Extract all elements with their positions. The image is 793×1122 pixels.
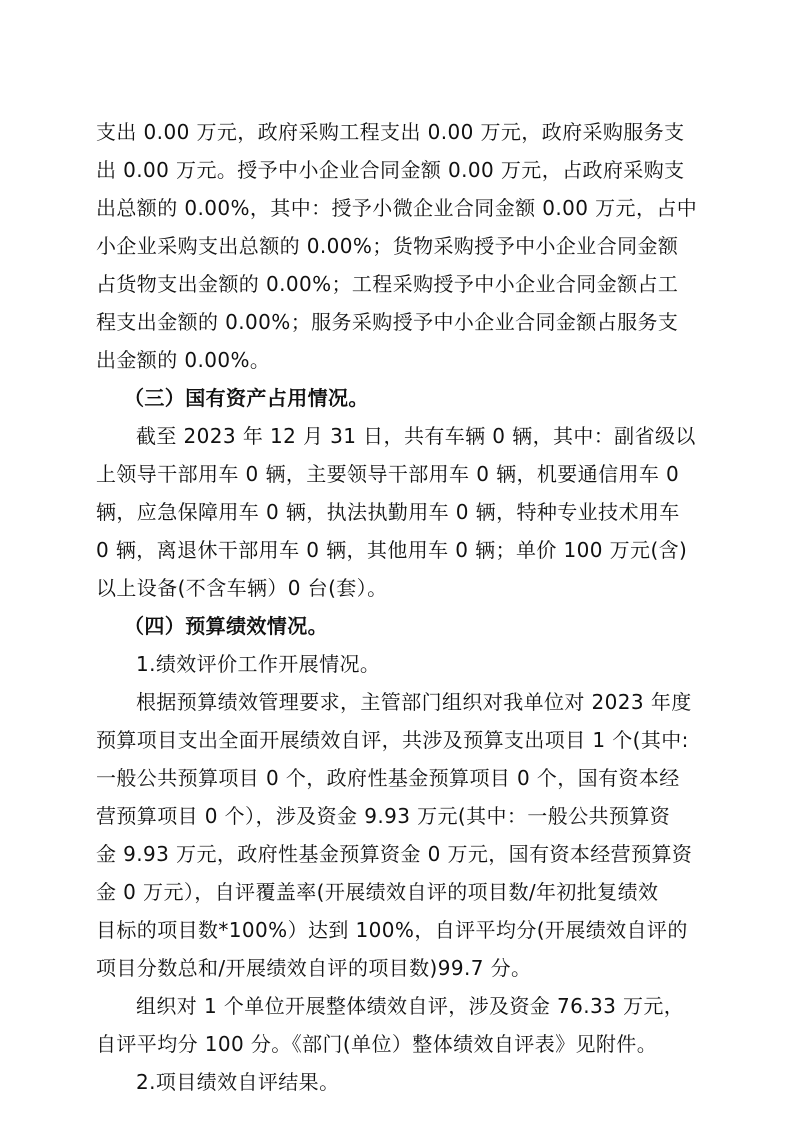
text-line: 预算项目支出全面开展绩效自评，共涉及预算支出项目 1 个(其中:: [96, 728, 689, 752]
text-line: 金 9.93 万元，政府性基金预算资金 0 万元，国有资本经营预算资: [96, 842, 693, 866]
text-line: 以上设备(不含车辆）0 台(套）。: [96, 576, 388, 600]
text-line: 占货物支出金额的 0.00%；工程采购授予中小企业合同金额占工: [96, 272, 679, 296]
text-line: 目标的项目数*100%）达到 100%，自评平均分(开展绩效自评的: [96, 918, 688, 942]
section-heading: （三）国有资产占用情况。: [124, 386, 369, 410]
section-heading: （四）预算绩效情况。: [124, 614, 328, 638]
subheading: 1.绩效评价工作开展情况。: [136, 652, 381, 676]
text-line: 出 0.00 万元。授予中小企业合同金额 0.00 万元，占政府采购支: [96, 158, 685, 182]
text-line: 截至 2023 年 12 月 31 日，共有车辆 0 辆，其中：副省级以: [136, 424, 696, 448]
text-line: 根据预算绩效管理要求，主管部门组织对我单位对 2023 年度: [136, 690, 692, 714]
text-line: 金 0 万元），自评覆盖率(开展绩效自评的项目数/年初批复绩效: [96, 880, 659, 904]
text-line: 一般公共预算项目 0 个，政府性基金预算项目 0 个，国有资本经: [96, 766, 680, 790]
text-line: 出金额的 0.00%。: [96, 348, 271, 372]
text-line: 项目分数总和/开展绩效自评的项目数)99.7 分。: [96, 956, 532, 980]
text-line: 程支出金额的 0.00%；服务采购授予中小企业合同金额占服务支: [96, 310, 679, 334]
text-line: 小企业采购支出总额的 0.00%；货物采购授予中小企业合同金额: [96, 234, 679, 258]
text-line: 支出 0.00 万元，政府采购工程支出 0.00 万元，政府采购服务支: [96, 120, 685, 144]
text-line: 组织对 1 个单位开展整体绩效自评，涉及资金 76.33 万元，: [136, 994, 685, 1018]
text-line: 0 辆，离退休干部用车 0 辆，其他用车 0 辆；单价 100 万元(含): [96, 538, 688, 562]
text-line: 自评平均分 100 分。《部门(单位）整体绩效自评表》见附件。: [96, 1032, 658, 1056]
text-line: 辆，应急保障用车 0 辆，执法执勤用车 0 辆，特种专业技术用车: [96, 500, 680, 524]
text-line: 营预算项目 0 个），涉及资金 9.93 万元(其中：一般公共预算资: [96, 804, 671, 828]
text-line: 出总额的 0.00%，其中：授予小微企业合同金额 0.00 万元，占中: [96, 196, 698, 220]
text-line: 上领导干部用车 0 辆，主要领导干部用车 0 辆，机要通信用车 0: [96, 462, 680, 486]
subheading: 2.项目绩效自评结果。: [136, 1070, 340, 1094]
